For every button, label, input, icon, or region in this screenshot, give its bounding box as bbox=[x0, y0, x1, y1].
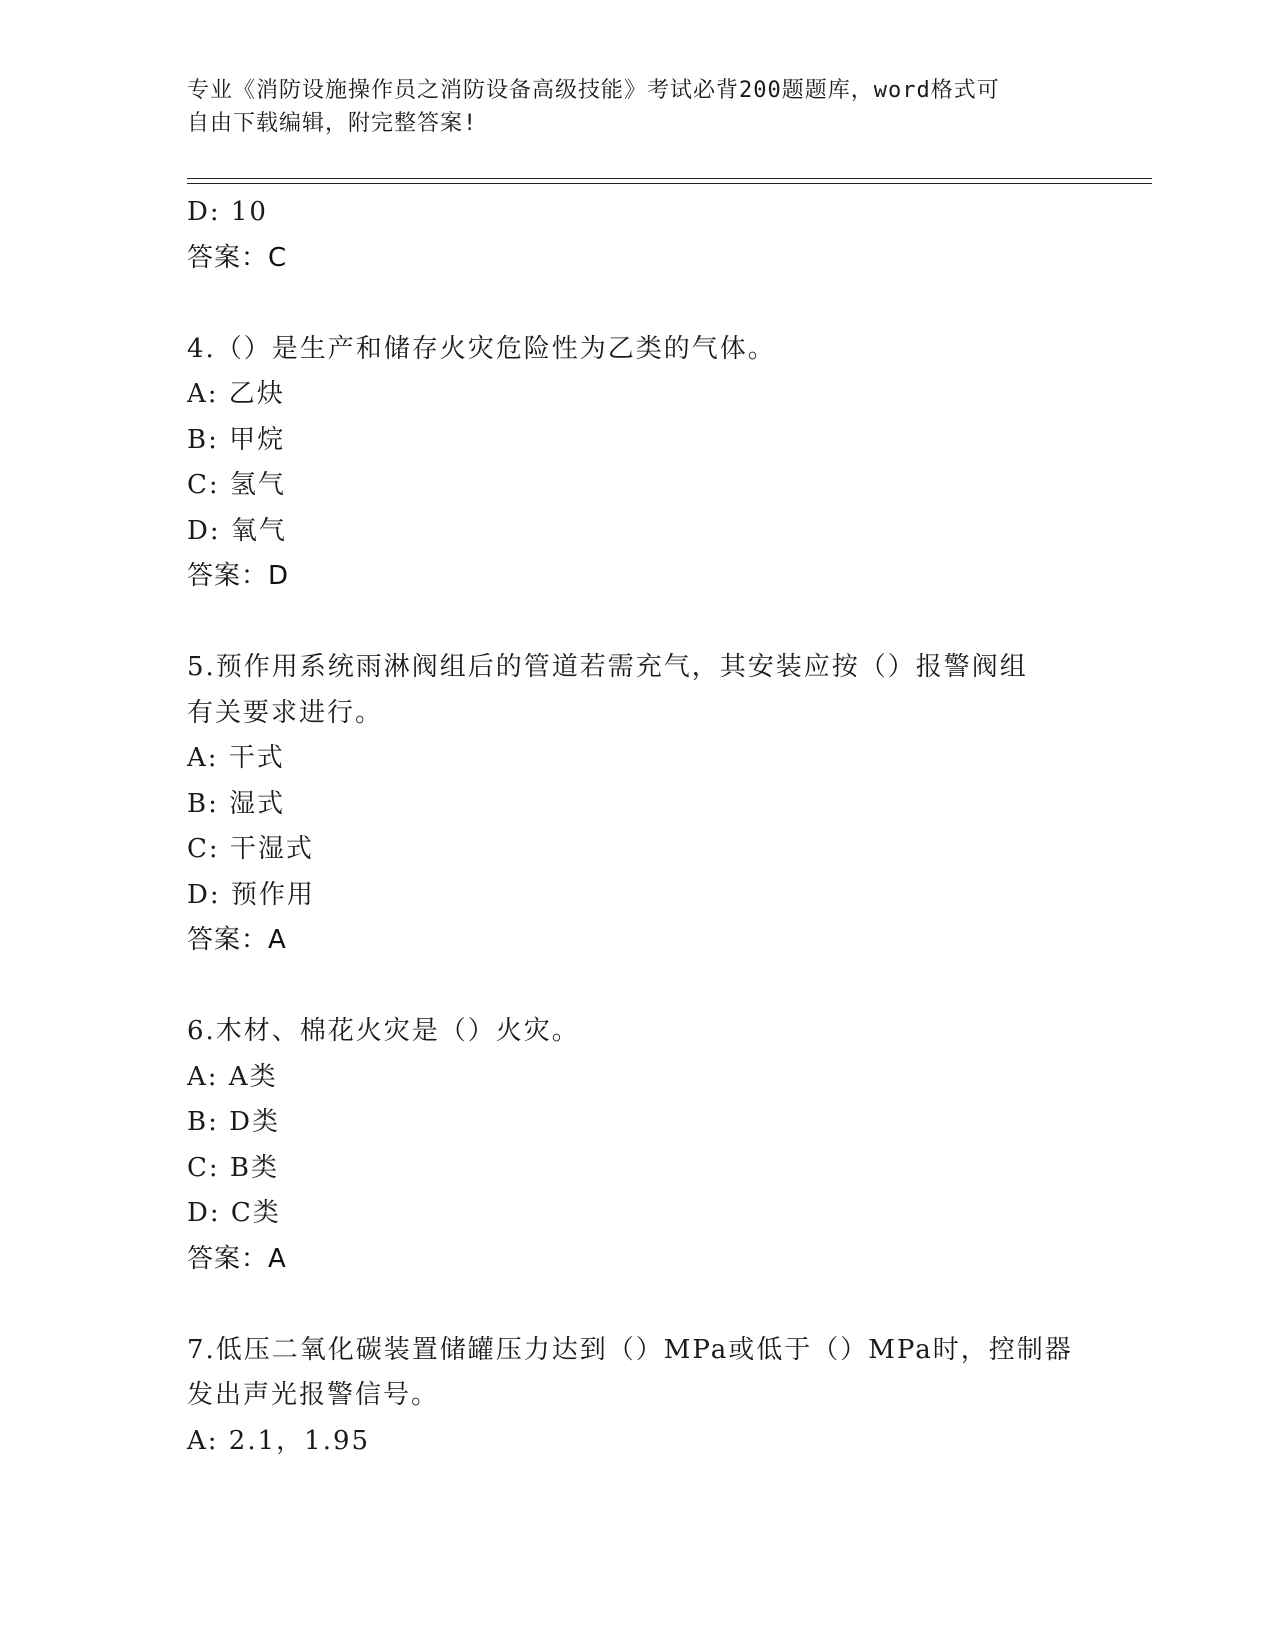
option-c: C: 干湿式 bbox=[187, 834, 314, 864]
question-list bbox=[187, 190, 1087, 1464]
answer-line: 答案：A bbox=[187, 1243, 287, 1274]
header-divider-top bbox=[187, 178, 1152, 179]
question-5 bbox=[187, 645, 1087, 964]
option-b: B: 湿式 bbox=[187, 788, 286, 819]
answer-line: 答案：D bbox=[187, 561, 290, 591]
spacer bbox=[187, 281, 1087, 327]
question-stem-line-2: 发出声光报警信号。 bbox=[187, 1380, 440, 1410]
spacer bbox=[187, 600, 1087, 646]
spacer bbox=[187, 964, 1087, 1010]
header-line-1: 专业《消防设施操作员之消防设备高级技能》考试必背200题题库，word格式可 bbox=[187, 78, 1000, 103]
document-header bbox=[187, 74, 1087, 140]
option-d: D: C类 bbox=[187, 1198, 281, 1228]
option-b: B: D类 bbox=[187, 1107, 280, 1137]
option-a: A: 乙炔 bbox=[187, 379, 285, 409]
option-d: D: 氧气 bbox=[187, 515, 287, 546]
question-stem-line-2: 有关要求进行。 bbox=[187, 697, 384, 728]
option-a: A: A类 bbox=[187, 1061, 278, 1092]
answer-line: 答案：C bbox=[187, 242, 288, 273]
header-line-2: 自由下载编辑，附完整答案! bbox=[187, 111, 478, 136]
question-6 bbox=[187, 1009, 1087, 1282]
question-4 bbox=[187, 327, 1087, 600]
question-3-tail bbox=[187, 190, 1087, 281]
option-c: C: B类 bbox=[187, 1152, 280, 1183]
question-stem: 6.木材、棉花火灾是（）火灾。 bbox=[187, 1016, 580, 1046]
option-a: A: 干式 bbox=[187, 743, 285, 773]
option-b: B: 甲烷 bbox=[187, 424, 286, 455]
question-stem-line-1: 5.预作用系统雨淋阀组后的管道若需充气，其安装应按（）报警阀组 bbox=[187, 652, 1028, 682]
option-d: D: 10 bbox=[187, 197, 268, 227]
answer-line: 答案：A bbox=[187, 925, 287, 955]
option-c: C: 氢气 bbox=[187, 470, 286, 500]
option-a: A: 2.1，1.95 bbox=[187, 1425, 371, 1456]
spacer bbox=[187, 1282, 1087, 1328]
header-divider-bottom bbox=[187, 183, 1152, 184]
question-7 bbox=[187, 1328, 1087, 1465]
question-stem-line-1: 7.低压二氧化碳装置储罐压力达到（）MPa或低于（）MPa时，控制器 bbox=[187, 1334, 1073, 1365]
option-d: D: 预作用 bbox=[187, 879, 315, 910]
question-stem: 4.（）是生产和储存火灾危险性为乙类的气体。 bbox=[187, 333, 776, 364]
